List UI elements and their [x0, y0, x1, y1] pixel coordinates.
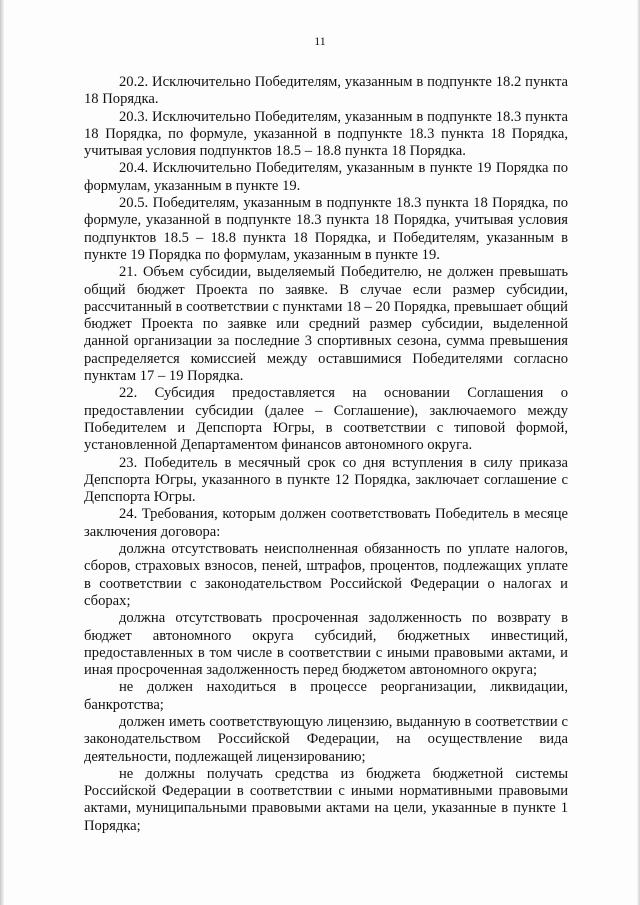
requirement-no-reorganization: не должен находиться в процессе реорганизации, ликвидации, банкротства; [84, 679, 568, 713]
paragraph-22: 22. Субсидия предоставляется на основании Соглашения о предоставлении субсидии (далее – Соглашение), заключаемого между Победителем и Депспорта Югры, в соответствии с типовой формой, установленной Департаментом финансов автономного округа. [84, 385, 568, 454]
requirement-license: должен иметь соответствующую лицензию, выданную в соответствии с законодательством Российской Федерации, на осуществление вида деятельности, подлежащей лицензированию; [84, 713, 568, 765]
paragraph-20-5: 20.5. Победителям, указанным в подпункте 18.3 пункта 18 Порядка, по формуле, указанной в подпункте 18.3 пункта 18 Порядка, учитывая условия подпунктов 18.5 – 18.8 пункта 18 Порядка, и Победителям, указанным в пункте 19 Порядка по формулам, указанным в пункте 19. [84, 195, 568, 263]
document-body [84, 74, 568, 835]
requirement-no-other-funding: не должны получать средства из бюджета бюджетной системы Российской Федерации в соответствии с иными нормативными правовыми актами, муниципальными правовыми актами на цели, указанные в пункте 1 Порядка; [84, 765, 568, 834]
paragraph-20-2: 20.2. Исключительно Победителям, указанным в подпункте 18.2 пункта 18 Порядка. [84, 74, 568, 108]
scan-edge-left [0, 0, 4, 905]
page-number: 11 [314, 34, 326, 48]
paragraph-20-4: 20.4. Исключительно Победителям, указанным в пункте 19 Порядка по формулам, указанным в пункте 19. [84, 160, 568, 194]
requirement-no-overdue-debt: должна отсутствовать просроченная задолженность по возврату в бюджет автономного округа субсидий, бюджетных инвестиций, предоставленных в том числе в соответствии с иными правовыми актами, и иная просроченная задолженность перед бюджетом автономного округа; [84, 610, 568, 679]
paragraph-23: 23. Победитель в месячный срок со дня вступления в силу приказа Депспорта Югры, указанного в пункте 12 Порядка, заключает соглашение с Депспорта Югры. [84, 454, 568, 506]
paragraph-20-3: 20.3. Исключительно Победителям, указанным в подпункте 18.3 пункта 18 Порядка, по формуле, указанной в подпункте 18.3 пункта 18 Порядка, учитывая условия подпунктов 18.5 – 18.8 пункта 18 Порядка. [84, 108, 568, 160]
paragraph-21: 21. Объем субсидии, выделяемый Победителю, не должен превышать общий бюджет Проекта по заявке. В случае если размер субсидии, рассчитанный в соответствии с пунктами 18 – 20 Порядка, превышает общий бюджет Проекта по заявке или средний размер субсидии, выделенной данной организации за последние 3 спортивных сезона, сумма превышения распределяется комиссией между оставшимися Победителями согласно пунктам 17 – 19 Порядка. [84, 264, 568, 385]
paragraph-24: 24. Требования, которым должен соответствовать Победитель в месяце заключения договора: [84, 506, 568, 540]
requirement-no-tax-debt: должна отсутствовать неисполненная обязанность по уплате налогов, сборов, страховых взносов, пеней, штрафов, процентов, подлежащих уплате в соответствии с законодательством Российской Федерации о налогах и сборах; [84, 541, 568, 609]
